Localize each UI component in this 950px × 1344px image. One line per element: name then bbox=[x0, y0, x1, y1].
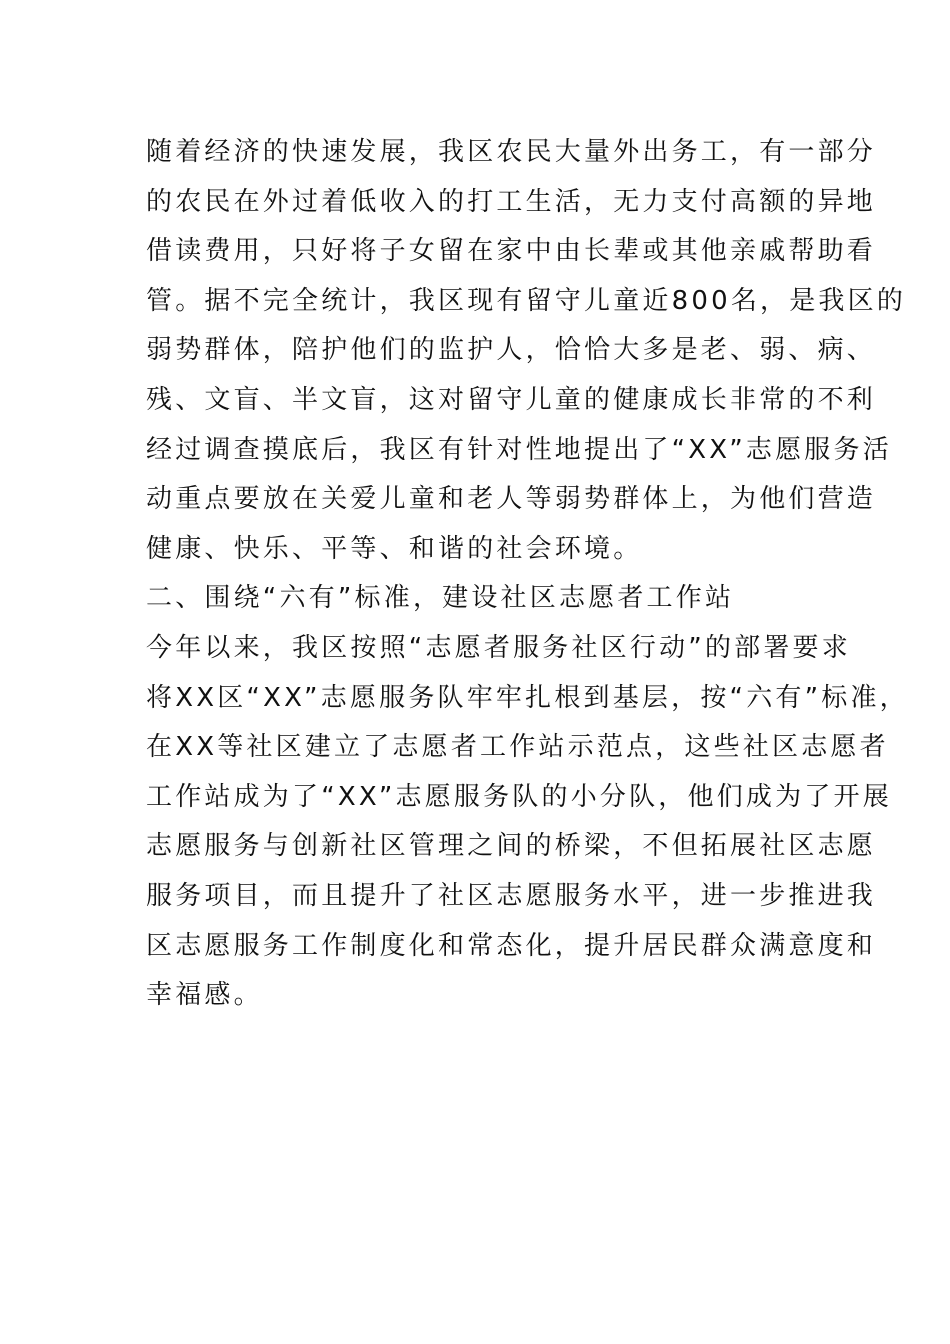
text-line: 的农民在外过着低收入的打工生活，无力支付高额的异地 bbox=[146, 186, 877, 217]
text-line: 经过调查摸底后，我区有针对性地提出了“XX”志愿服务活 bbox=[146, 434, 892, 465]
text-line: 今年以来，我区按照“志愿者服务社区行动”的部署要求 bbox=[146, 632, 851, 663]
text-line: 工作站成为了“XX”志愿服务队的小分队，他们成为了开展 bbox=[146, 781, 892, 812]
section-heading: 二、围绕“六有”标准，建设社区志愿者工作站 bbox=[146, 583, 735, 614]
text-line: 将XX区“XX”志愿服务队牢牢扎根到基层，按“六有”标准， bbox=[146, 682, 909, 713]
text-line: 动重点要放在关爱儿童和老人等弱势群体上，为他们营造 bbox=[146, 484, 877, 515]
body-text bbox=[146, 128, 909, 1021]
text-line: 区志愿服务工作制度化和常态化，提升居民群众满意度和 bbox=[146, 930, 877, 961]
text-line: 服务项目，而且提升了社区志愿服务水平，进一步推进我 bbox=[146, 880, 877, 911]
text-line: 随着经济的快速发展，我区农民大量外出务工，有一部分 bbox=[146, 137, 877, 167]
text-line: 健康、快乐、平等、和谐的社会环境。 bbox=[146, 533, 643, 564]
text-line: 弱势群体，陪护他们的监护人，恰恰大多是老、弱、病、 bbox=[146, 335, 877, 366]
text-line: 在XX等社区建立了志愿者工作站示范点，这些社区志愿者 bbox=[146, 732, 889, 763]
text-line: 管。据不完全统计，我区现有留守儿童近800名，是我区的 bbox=[146, 285, 907, 316]
text-line: 幸福感。 bbox=[146, 980, 263, 1011]
text-line: 志愿服务与创新社区管理之间的桥梁，不但拓展社区志愿 bbox=[146, 831, 877, 862]
text-line: 残、文盲、半文盲，这对留守儿童的健康成长非常的不利 bbox=[146, 384, 877, 415]
text-line: 借读费用，只好将子女留在家中由长辈或其他亲戚帮助看 bbox=[146, 236, 877, 267]
